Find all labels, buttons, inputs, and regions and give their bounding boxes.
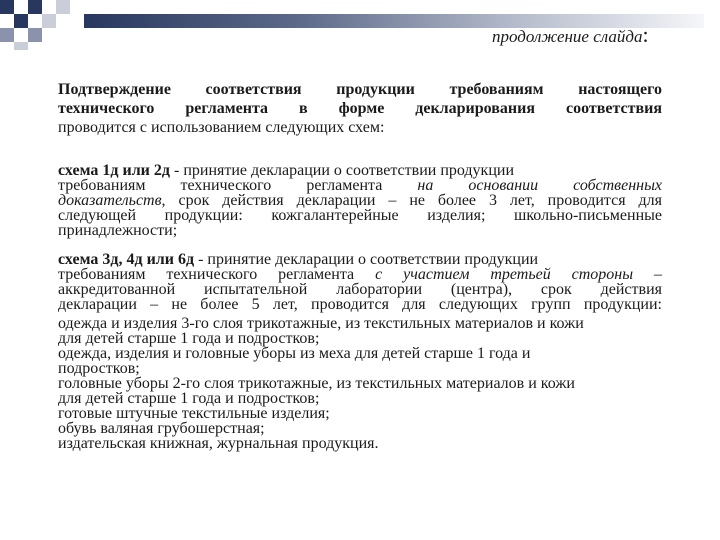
decor-square — [28, 28, 42, 42]
decor-square — [14, 14, 28, 28]
list-item — [58, 346, 668, 376]
scheme-2-line-2-dash: – — [654, 266, 663, 283]
scheme-2-paragraph — [58, 252, 662, 312]
decor-square — [0, 28, 14, 42]
decor-square — [56, 0, 70, 14]
scheme-1-line-3: , срок действия декларации – не более 3 лет, проводится для — [161, 192, 662, 209]
scheme-1-line-2-italic: на основании собственных — [417, 177, 663, 194]
list-item — [58, 406, 668, 421]
slide-continuation-label — [492, 22, 649, 48]
list-item — [58, 376, 668, 406]
decor-square — [42, 14, 56, 28]
intro-line-3: проводится с использованием следующих схем: — [58, 119, 385, 136]
decor-square — [0, 0, 14, 14]
list-item — [58, 436, 668, 451]
continuation-colon: : — [642, 22, 649, 47]
list-item-line: подростков; — [58, 360, 140, 377]
scheme-2-text: - принятие декларации о соответствии продукции — [194, 251, 539, 268]
scheme-2-line-4: декларации – не более 5 лет, проводится для следующих групп продукции: — [58, 296, 662, 313]
scheme-2-label: схема 3д, 4д или 6д — [58, 251, 195, 268]
list-item-line: издательская книжная, журнальная продукция. — [58, 435, 379, 452]
intro-line-2: технического регламента в форме декларирования соответствия — [58, 100, 662, 117]
scheme-2-line-3: аккредитованной испытательной лаборатории (центра), срок действия — [58, 281, 662, 298]
list-item-line: обувь валяная грубошерстная; — [58, 420, 265, 437]
list-item-line: готовые штучные текстильные изделия; — [58, 405, 330, 422]
scheme-1-text: - принятие декларации о соответствии продукции — [169, 162, 515, 179]
scheme-1-paragraph — [58, 163, 662, 238]
scheme-1-line-5: принадлежности; — [58, 222, 178, 239]
list-item-line: одежда и изделия 3-го слоя трикотажные, из текстильных материалов и кожи — [58, 315, 584, 332]
intro-line-1: Подтверждение соответствия продукции требованиям настоящего — [58, 81, 662, 98]
product-list — [58, 316, 668, 451]
list-item-line: для детей старше 1 года и подростков; — [58, 390, 320, 407]
scheme-2-line-2: требованиям технического регламента — [58, 266, 355, 283]
scheme-1-line-3-italic: доказательств — [58, 192, 162, 209]
decor-square — [28, 0, 42, 14]
list-item-line: для детей старше 1 года и подростков; — [58, 330, 320, 347]
list-item-line: головные уборы 2-го слоя трикотажные, из текстильных материалов и кожи — [58, 375, 575, 392]
continuation-text: продолжение слайда — [492, 27, 643, 46]
list-item — [58, 421, 668, 436]
list-item — [58, 316, 668, 346]
scheme-1-line-4: следующей продукции: кожгалантерейные изделия; школьно-письменные — [58, 207, 662, 224]
list-item-line: одежда, изделия и головные уборы из меха для детей старше 1 года и — [58, 345, 531, 362]
scheme-2-line-2-italic: с участием третьей стороны — [375, 266, 634, 283]
scheme-1-label: схема 1д или 2д — [58, 162, 170, 179]
decor-square — [14, 42, 28, 50]
scheme-1-line-2: требованиям технического регламента — [58, 177, 383, 194]
intro-paragraph — [58, 80, 662, 137]
